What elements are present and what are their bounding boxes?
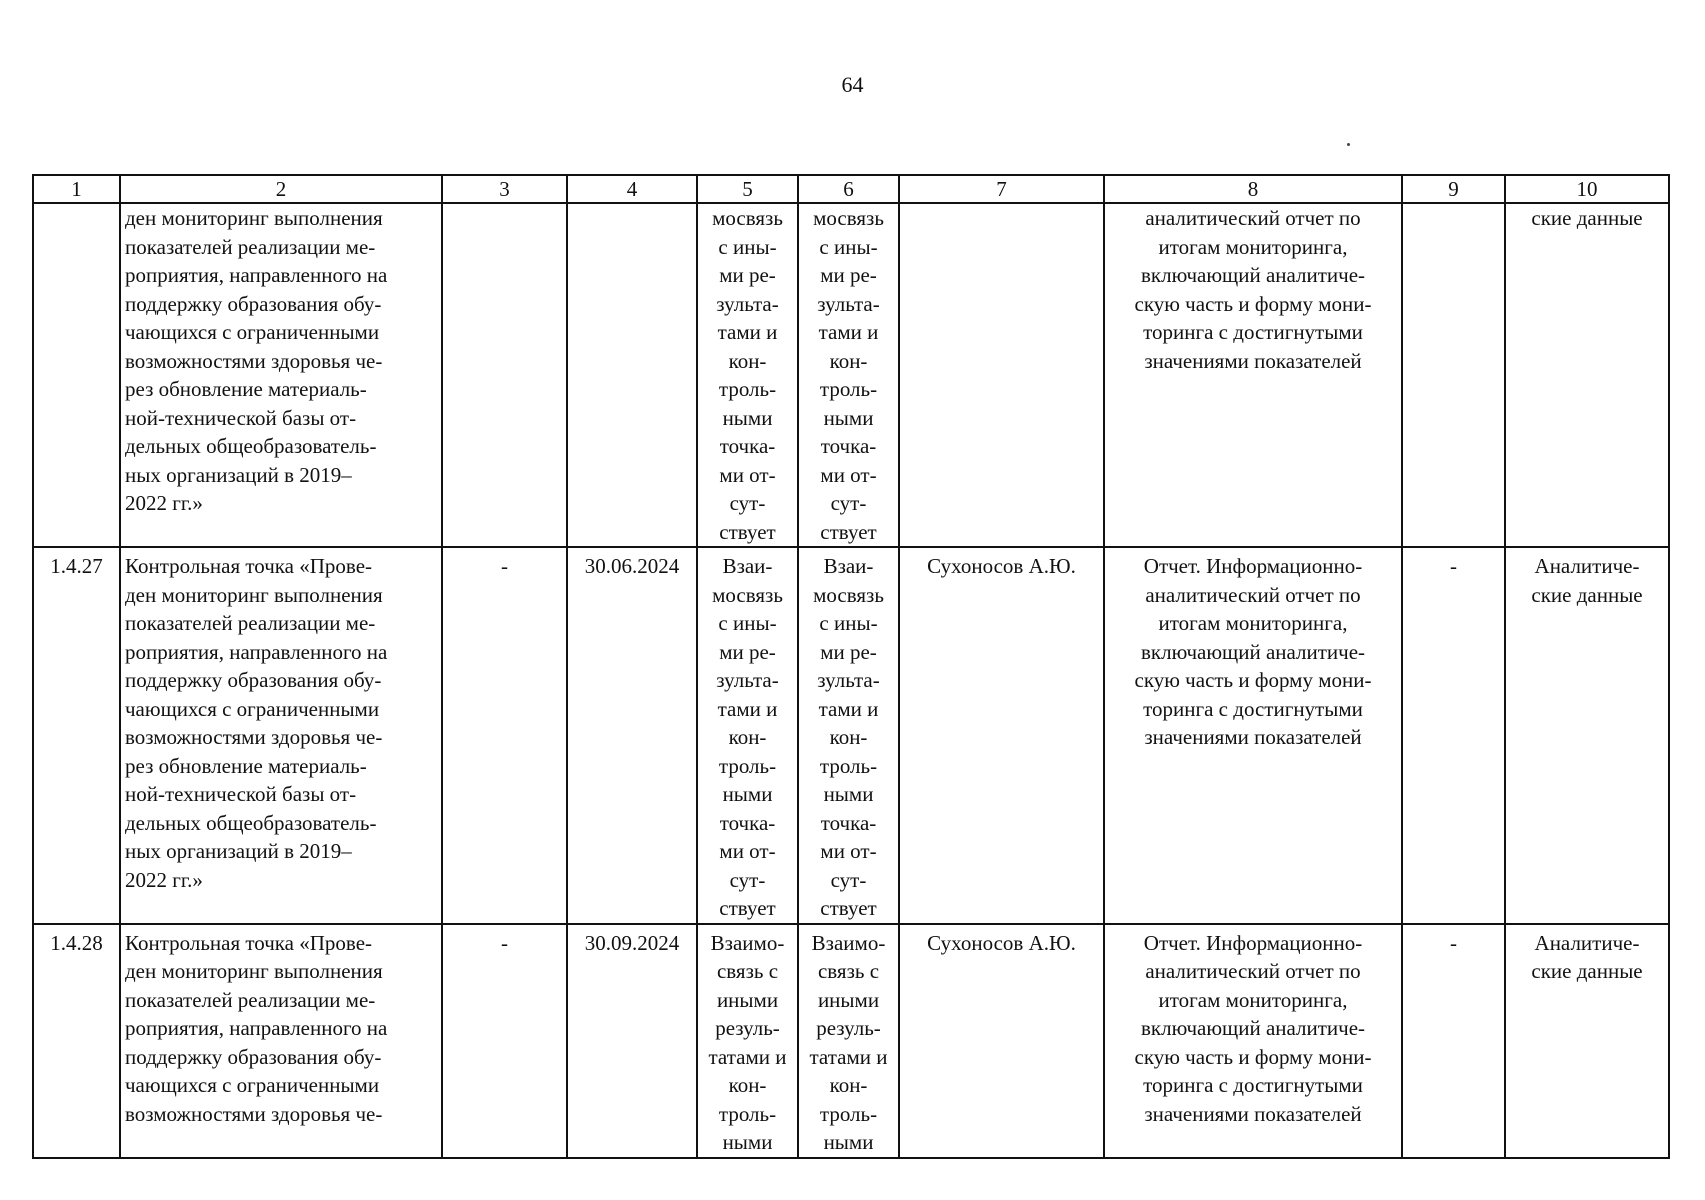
cell-line: татами и: [708, 1044, 787, 1069]
cell-line: сут-: [729, 867, 766, 892]
cell-line: роприятия, направленного на: [125, 639, 388, 664]
cell-col6: [798, 924, 899, 1158]
cell-line: ными: [722, 782, 773, 806]
cell-line: значениями показателей: [1144, 1101, 1362, 1126]
cell-line: троль-: [718, 1101, 777, 1126]
cell-line: Взаимо-: [710, 930, 785, 955]
cell-line: с ины-: [718, 611, 777, 635]
cell-line: чающихся с ограниченными: [125, 1073, 380, 1097]
cell-line: сут-: [729, 491, 766, 515]
cell-line: резуль-: [816, 1016, 881, 1040]
cell-line: Отчет. Информационно-: [1143, 554, 1363, 578]
scan-dot: [1347, 143, 1350, 146]
table-row: [33, 203, 1669, 547]
page-number: 64: [841, 72, 864, 97]
cell-line: ствует: [719, 896, 776, 920]
cell-line: 2022 гг.»: [125, 491, 203, 515]
cell-line: ными: [823, 782, 874, 806]
cell-line: зульта-: [817, 291, 880, 316]
cell-line: дельных общеобразователь-: [125, 810, 377, 835]
cell-line: возможностями здоровья че-: [125, 348, 383, 373]
cell-line: ствует: [820, 896, 877, 920]
cell-line: ных организаций в 2019–: [125, 839, 352, 863]
cell-line: иными: [817, 987, 880, 1012]
cell-title: [120, 203, 442, 547]
cell-line: с ины-: [819, 611, 878, 635]
cell-line: точка-: [719, 434, 776, 458]
cell-line: с ины-: [819, 234, 878, 259]
cell-line: чающихся с ограниченными: [125, 320, 380, 344]
header-cell-5: 5: [697, 175, 798, 203]
cell-line: торинга с достигнутыми: [1143, 320, 1363, 344]
header-cell-9: 9: [1402, 175, 1505, 203]
cell-line: скую часть и форму мони-: [1134, 1044, 1372, 1069]
cell-number: 1.4.27: [33, 547, 120, 924]
cell-line: ми ре-: [820, 263, 877, 287]
cell-line: поддержку образования обу-: [125, 291, 382, 316]
cell-line: мосвязь: [813, 206, 884, 230]
cell-line: ми от-: [719, 839, 776, 863]
cell-line: связь с: [817, 959, 880, 983]
cell-line: тами и: [717, 320, 778, 344]
cell-line: татами и: [809, 1044, 888, 1069]
cell-line: ми ре-: [719, 263, 776, 287]
cell-line: рез обновление материаль-: [125, 753, 367, 778]
cell-line: ден мониторинг выполнения: [125, 206, 383, 230]
cell-line: итогам мониторинга,: [1158, 611, 1348, 635]
cell-col5: [697, 924, 798, 1158]
cell-line: возможностями здоровья че-: [125, 1101, 383, 1126]
cell-line: кон-: [829, 1073, 868, 1097]
cell-title: [120, 924, 442, 1158]
cell-line: точка-: [820, 810, 877, 835]
cell-line: сут-: [830, 867, 867, 892]
cell-line: ными: [722, 405, 773, 430]
cell-line: кон-: [829, 725, 868, 749]
cell-line: тами и: [717, 696, 778, 721]
cell-line: ной-технической базы от-: [125, 782, 357, 806]
cell-responsible: Сухоносов А.Ю.: [899, 547, 1104, 924]
cell-line: ми ре-: [820, 639, 877, 664]
cell-line: тами и: [818, 696, 879, 721]
cell-line: показателей реализации ме-: [125, 234, 376, 259]
cell-line: троль-: [718, 753, 777, 778]
cell-result: [1104, 203, 1402, 547]
header-cell-4: 4: [567, 175, 697, 203]
cell-line: связь с: [716, 959, 779, 983]
cell-line: поддержку образования обу-: [125, 1044, 382, 1069]
cell-line: ские данные: [1531, 582, 1643, 607]
cell-title: [120, 547, 442, 924]
plan-table: [32, 174, 1670, 1159]
cell-line: скую часть и форму мони-: [1134, 291, 1372, 316]
cell-line: роприятия, направленного на: [125, 263, 388, 287]
cell-line: резуль-: [715, 1016, 780, 1040]
cell-col6: [798, 203, 899, 547]
cell-line: ствует: [820, 519, 877, 544]
cell-line: Аналитиче-: [1534, 930, 1640, 955]
cell-line: включающий аналитиче-: [1140, 1016, 1366, 1040]
cell-line: Контрольная точка «Прове-: [125, 930, 373, 955]
cell-line: ми ре-: [719, 639, 776, 664]
header-cell-2: 2: [120, 175, 442, 203]
cell-line: зульта-: [817, 668, 880, 692]
cell-line: итогам мониторинга,: [1158, 234, 1348, 259]
cell-line: сут-: [830, 491, 867, 515]
cell-line: тами и: [818, 320, 879, 344]
cell-col9: -: [1402, 924, 1505, 1158]
cell-number: [33, 203, 120, 547]
table-body: [33, 203, 1669, 1158]
cell-date: 30.09.2024: [567, 924, 697, 1158]
header-cell-8: 8: [1104, 175, 1402, 203]
cell-line: возможностями здоровья че-: [125, 725, 383, 749]
cell-source: [1505, 924, 1669, 1158]
cell-line: Отчет. Информационно-: [1143, 930, 1363, 955]
cell-line: ными: [722, 1130, 773, 1154]
cell-col5: [697, 547, 798, 924]
cell-line: аналитический отчет по: [1145, 206, 1361, 230]
cell-source: [1505, 547, 1669, 924]
cell-line: троль-: [819, 1101, 878, 1126]
cell-line: торинга с достигнутыми: [1143, 1073, 1363, 1097]
cell-line: иными: [716, 987, 779, 1012]
cell-result: [1104, 547, 1402, 924]
cell-line: Контрольная точка «Прове-: [125, 554, 373, 578]
cell-line: скую часть и форму мони-: [1134, 668, 1372, 692]
cell-line: кон-: [728, 348, 767, 373]
cell-number: 1.4.28: [33, 924, 120, 1158]
cell-line: ми от-: [820, 462, 877, 487]
cell-line: ми от-: [719, 462, 776, 487]
cell-line: зульта-: [716, 291, 779, 316]
cell-col3: [442, 203, 567, 547]
cell-line: ной-технической базы от-: [125, 405, 357, 430]
cell-line: с ины-: [718, 234, 777, 259]
cell-col6: [798, 547, 899, 924]
header-cell-7: 7: [899, 175, 1104, 203]
cell-line: кон-: [829, 348, 868, 373]
cell-line: рез обновление материаль-: [125, 377, 367, 401]
cell-line: значениями показателей: [1144, 725, 1362, 749]
cell-date: [567, 203, 697, 547]
cell-line: аналитический отчет по: [1145, 959, 1361, 983]
cell-line: ден мониторинг выполнения: [125, 959, 383, 983]
table-row: [33, 924, 1669, 1158]
cell-responsible: [899, 203, 1104, 547]
cell-line: включающий аналитиче-: [1140, 263, 1366, 287]
cell-line: ские данные: [1531, 206, 1643, 230]
cell-line: ские данные: [1531, 959, 1643, 983]
cell-col3: -: [442, 547, 567, 924]
cell-line: Взаи-: [722, 554, 773, 578]
cell-line: точка-: [719, 810, 776, 835]
cell-line: кон-: [728, 1073, 767, 1097]
cell-col9: -: [1402, 547, 1505, 924]
cell-line: зульта-: [716, 668, 779, 692]
cell-line: дельных общеобразователь-: [125, 434, 377, 458]
cell-line: троль-: [819, 377, 878, 401]
cell-col5: [697, 203, 798, 547]
cell-line: Взаи-: [823, 554, 874, 578]
cell-source: [1505, 203, 1669, 547]
cell-line: точка-: [820, 434, 877, 458]
cell-line: кон-: [728, 725, 767, 749]
cell-line: 2022 гг.»: [125, 867, 203, 892]
cell-line: ден мониторинг выполнения: [125, 582, 383, 607]
header-cell-6: 6: [798, 175, 899, 203]
cell-line: значениями показателей: [1144, 348, 1362, 373]
cell-date: 30.06.2024: [567, 547, 697, 924]
table-row: [33, 547, 1669, 924]
cell-line: троль-: [819, 753, 878, 778]
cell-line: ными: [823, 405, 874, 430]
cell-line: мосвязь: [712, 582, 783, 607]
cell-result: [1104, 924, 1402, 1158]
cell-line: показателей реализации ме-: [125, 987, 376, 1012]
cell-line: чающихся с ограниченными: [125, 696, 380, 721]
cell-col9: [1402, 203, 1505, 547]
cell-col3: -: [442, 924, 567, 1158]
cell-line: мосвязь: [813, 582, 884, 607]
cell-line: ствует: [719, 519, 776, 544]
header-cell-3: 3: [442, 175, 567, 203]
cell-line: включающий аналитиче-: [1140, 639, 1366, 664]
cell-line: мосвязь: [712, 206, 783, 230]
cell-line: Взаимо-: [811, 930, 886, 955]
cell-line: роприятия, направленного на: [125, 1016, 388, 1040]
cell-responsible: Сухоносов А.Ю.: [899, 924, 1104, 1158]
header-row: [33, 175, 1669, 203]
cell-line: ными: [823, 1130, 874, 1154]
header-cell-1: 1: [33, 175, 120, 203]
cell-line: поддержку образования обу-: [125, 668, 382, 692]
cell-line: итогам мониторинга,: [1158, 987, 1348, 1012]
cell-line: ных организаций в 2019–: [125, 462, 352, 487]
cell-line: торинга с достигнутыми: [1143, 696, 1363, 721]
cell-line: Аналитиче-: [1534, 554, 1640, 578]
cell-line: показателей реализации ме-: [125, 611, 376, 635]
cell-line: ми от-: [820, 839, 877, 863]
cell-line: аналитический отчет по: [1145, 582, 1361, 607]
header-cell-10: 10: [1505, 175, 1669, 203]
cell-line: троль-: [718, 377, 777, 401]
